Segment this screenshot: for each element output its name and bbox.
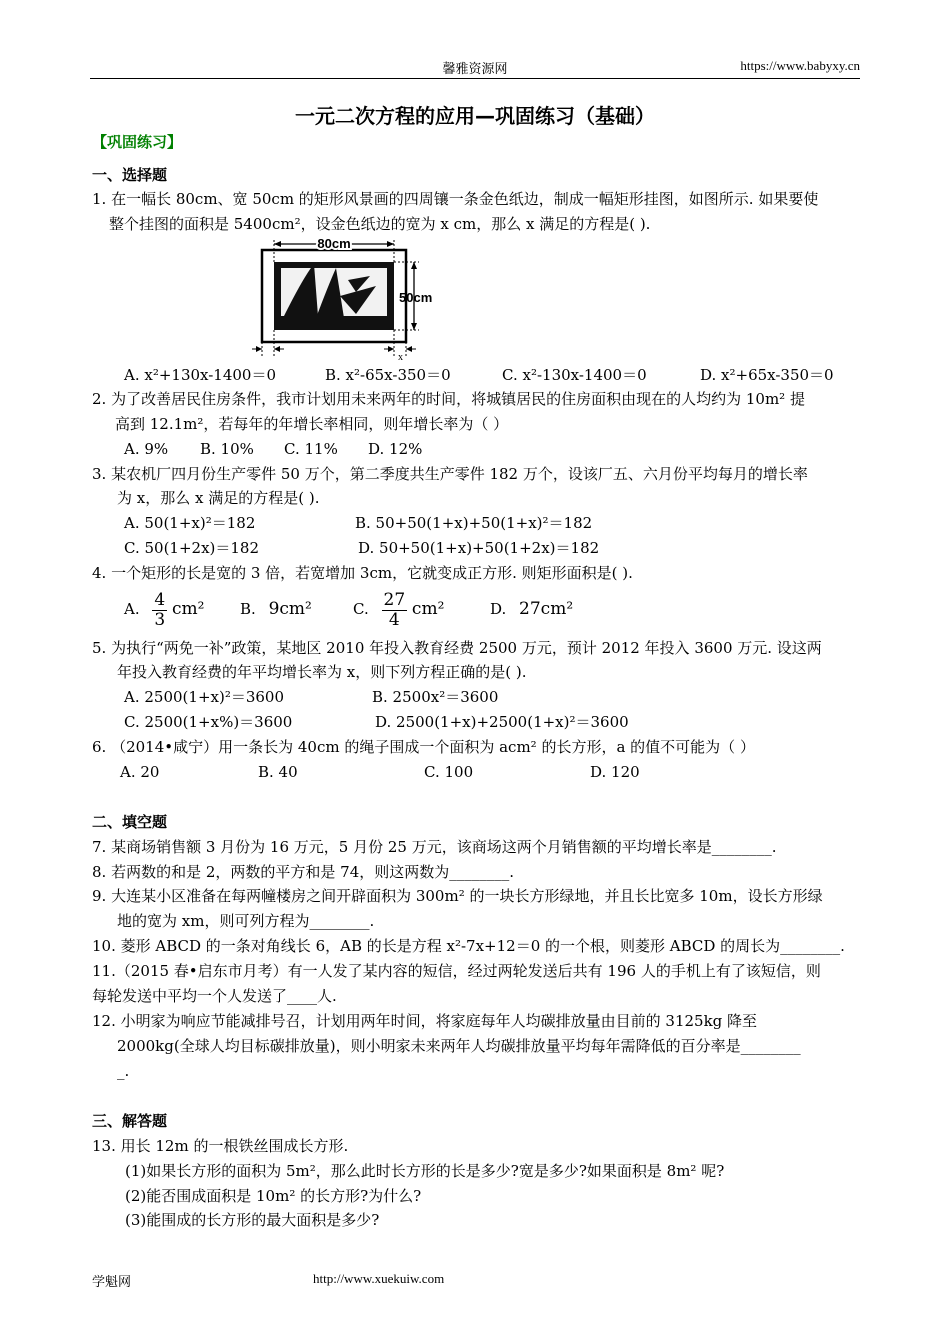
question-13-line-1: 13. 用长 12m 的一根铁丝围成长方形. bbox=[92, 1137, 349, 1155]
question-9-line-2: 地的宽为 xm，则可列方程为________. bbox=[117, 912, 375, 930]
question-3-option-c[interactable]: C. 50(1+2x)＝182 bbox=[124, 539, 260, 557]
question-6-option-b[interactable]: B. 40 bbox=[258, 763, 298, 781]
question-1-line-1: 1. 在一幅长 80cm、宽 50cm 的矩形风景画的四周镶一条金色纸边，制成一幅矩形挂图，如图所示. 如果要使 bbox=[92, 190, 819, 208]
question-5-line-1: 5. 为执行“两免一补”政策，某地区 2010 年投入教育经费 2500 万元，预计 2012 年投入 3600 万元. 设这两 bbox=[92, 639, 822, 657]
question-1-line-2: 整个挂图的面积是 5400cm²，设金色纸边的宽为 x cm，那么 x 满足的方程是( ). bbox=[109, 215, 651, 233]
option-value: 27cm² bbox=[519, 599, 574, 619]
option-letter: D. bbox=[490, 600, 507, 618]
question-2-option-a[interactable]: A. 9% bbox=[124, 440, 169, 458]
question-4-option-d[interactable] bbox=[490, 588, 573, 630]
question-2-option-c[interactable]: C. 11% bbox=[284, 440, 338, 458]
subtitle: 【巩固练习】 bbox=[92, 133, 183, 151]
section-heading-solve: 三、解答题 bbox=[92, 1112, 168, 1130]
question-6-option-a[interactable]: A. 20 bbox=[120, 763, 160, 781]
question-11-line-1: 11.（2015 春•启东市月考）有一人发了某内容的短信，经过两轮发送后共有 196 人的手机上有了该短信，则 bbox=[92, 962, 821, 980]
question-2-option-d[interactable]: D. 12% bbox=[368, 440, 423, 458]
question-4-line-1: 4. 一个矩形的长是宽的 3 倍，若宽增加 3cm，它就变成正方形. 则矩形面积是( ). bbox=[92, 564, 633, 582]
option-letter: A. bbox=[124, 600, 140, 618]
question-5-option-a[interactable]: A. 2500(1+x)²＝3600 bbox=[124, 688, 285, 706]
question-7-line-1: 7. 某商场销售额 3 月份为 16 万元，5 月份 25 万元，该商场这两个月销售额的平均增长率是________. bbox=[92, 838, 777, 856]
question-1-option-d[interactable]: D. x²+65x-350＝0 bbox=[700, 366, 834, 384]
question-3-line-2: 为 x，那么 x 满足的方程是( ). bbox=[117, 489, 320, 507]
question-3-line-1: 3. 某农机厂四月份生产零件 50 万个，第二季度共生产零件 182 万个，设该厂五、六月份平均每月的增长率 bbox=[92, 465, 808, 483]
question-3-option-d[interactable]: D. 50+50(1+x)+50(1+2x)＝182 bbox=[358, 539, 600, 557]
question-11-line-2: 每轮发送中平均一个人发送了____人. bbox=[92, 987, 337, 1005]
option-letter: B. bbox=[240, 600, 256, 618]
question-2-option-b[interactable]: B. 10% bbox=[200, 440, 254, 458]
unit: cm² bbox=[411, 599, 445, 619]
footer-url[interactable]: http://www.xuekuiw.com bbox=[313, 1271, 445, 1286]
question-5-line-2: 年投入教育经费的年平均增长率为 x，则下列方程正确的是( ). bbox=[117, 663, 527, 681]
header-site-name: 馨雅资源网 bbox=[442, 62, 508, 77]
denominator: 3 bbox=[154, 609, 166, 630]
fraction bbox=[152, 591, 167, 630]
question-8-line-1: 8. 若两数的和是 2，两数的平方和是 74，则这两数为________. bbox=[92, 863, 515, 881]
question-4-option-c[interactable] bbox=[353, 588, 444, 630]
question-6-option-d[interactable]: D. 120 bbox=[590, 763, 640, 781]
question-9-line-1: 9. 大连某小区准备在每两幢楼房之间开辟面积为 300m² 的一块长方形绿地，并且长比宽多 10m，设长方形绿 bbox=[92, 887, 823, 905]
question-5-option-c[interactable]: C. 2500(1+x%)＝3600 bbox=[124, 713, 293, 731]
question-3-option-b[interactable]: B. 50+50(1+x)+50(1+x)²＝182 bbox=[355, 514, 593, 532]
height-label: 50cm bbox=[399, 290, 433, 305]
question-13-sub-3: (3)能围成的长方形的最大面积是多少? bbox=[125, 1211, 380, 1229]
question-4-option-b[interactable] bbox=[240, 588, 312, 630]
question-13-sub-2: (2)能否围成面积是 10m² 的长方形?为什么? bbox=[125, 1187, 422, 1205]
denominator: 4 bbox=[388, 609, 400, 630]
question-1-option-b[interactable]: B. x²-65x-350＝0 bbox=[325, 366, 451, 384]
numerator: 4 bbox=[154, 589, 166, 610]
section-heading-fill: 二、填空题 bbox=[92, 813, 168, 831]
question-5-option-d[interactable]: D. 2500(1+x)+2500(1+x)²＝3600 bbox=[375, 713, 629, 731]
question-10-line-1: 10. 菱形 ABCD 的一条对角线长 6，AB 的长是方程 x²-7x+12＝0 的一个根，则菱形 ABCD 的周长为________. bbox=[92, 937, 845, 955]
width-label: 80cm bbox=[317, 236, 351, 251]
question-6-line-1: 6. （2014•咸宁）用一条长为 40cm 的绳子围成一个面积为 acm² 的长方形，a 的值不可能为（ ） bbox=[92, 738, 755, 756]
question-5-option-b[interactable]: B. 2500x²＝3600 bbox=[372, 688, 499, 706]
question-13-sub-1: (1)如果长方形的面积为 5m²，那么此时长方形的长是多少?宽是多少?如果面积是 8m² 呢? bbox=[125, 1162, 725, 1180]
section-heading-choice: 一、选择题 bbox=[92, 166, 168, 184]
header-url[interactable]: https://www.babyxy.cn bbox=[740, 58, 860, 73]
fraction bbox=[382, 591, 408, 630]
page-title: 一元二次方程的应用—巩固练习（基础） bbox=[295, 104, 655, 128]
question-12-line-3: _. bbox=[117, 1062, 130, 1080]
picture-frame-figure bbox=[244, 236, 444, 361]
footer-site-name: 学魁网 bbox=[92, 1275, 132, 1290]
option-letter: C. bbox=[353, 600, 369, 618]
question-2-line-2: 高到 12.1m²，若每年的年增长率相同，则年增长率为（ ） bbox=[115, 415, 509, 433]
page-header bbox=[90, 58, 860, 79]
question-6-option-c[interactable]: C. 100 bbox=[424, 763, 474, 781]
unit: cm² bbox=[172, 599, 205, 619]
option-value: 9cm² bbox=[268, 599, 312, 619]
question-1-option-a[interactable]: A. x²+130x-1400＝0 bbox=[124, 366, 277, 384]
question-4-option-a[interactable] bbox=[124, 588, 204, 630]
question-2-line-1: 2. 为了改善居民住房条件，我市计划用未来两年的时间，将城镇居民的住房面积由现在的人均约为 10m² 提 bbox=[92, 390, 805, 408]
numerator: 27 bbox=[383, 589, 406, 610]
question-3-option-a[interactable]: A. 50(1+x)²＝182 bbox=[124, 514, 256, 532]
x-label: x bbox=[398, 352, 403, 361]
question-1-option-c[interactable]: C. x²-130x-1400＝0 bbox=[502, 366, 647, 384]
question-12-line-1: 12. 小明家为响应节能减排号召，计划用两年时间，将家庭每年人均碳排放量由目前的 3125kg 降至 bbox=[92, 1012, 758, 1030]
question-12-line-2: 2000kg(全球人均目标碳排放量)，则小明家未来两年人均碳排放量平均每年需降低的百分率是________ bbox=[117, 1037, 801, 1055]
